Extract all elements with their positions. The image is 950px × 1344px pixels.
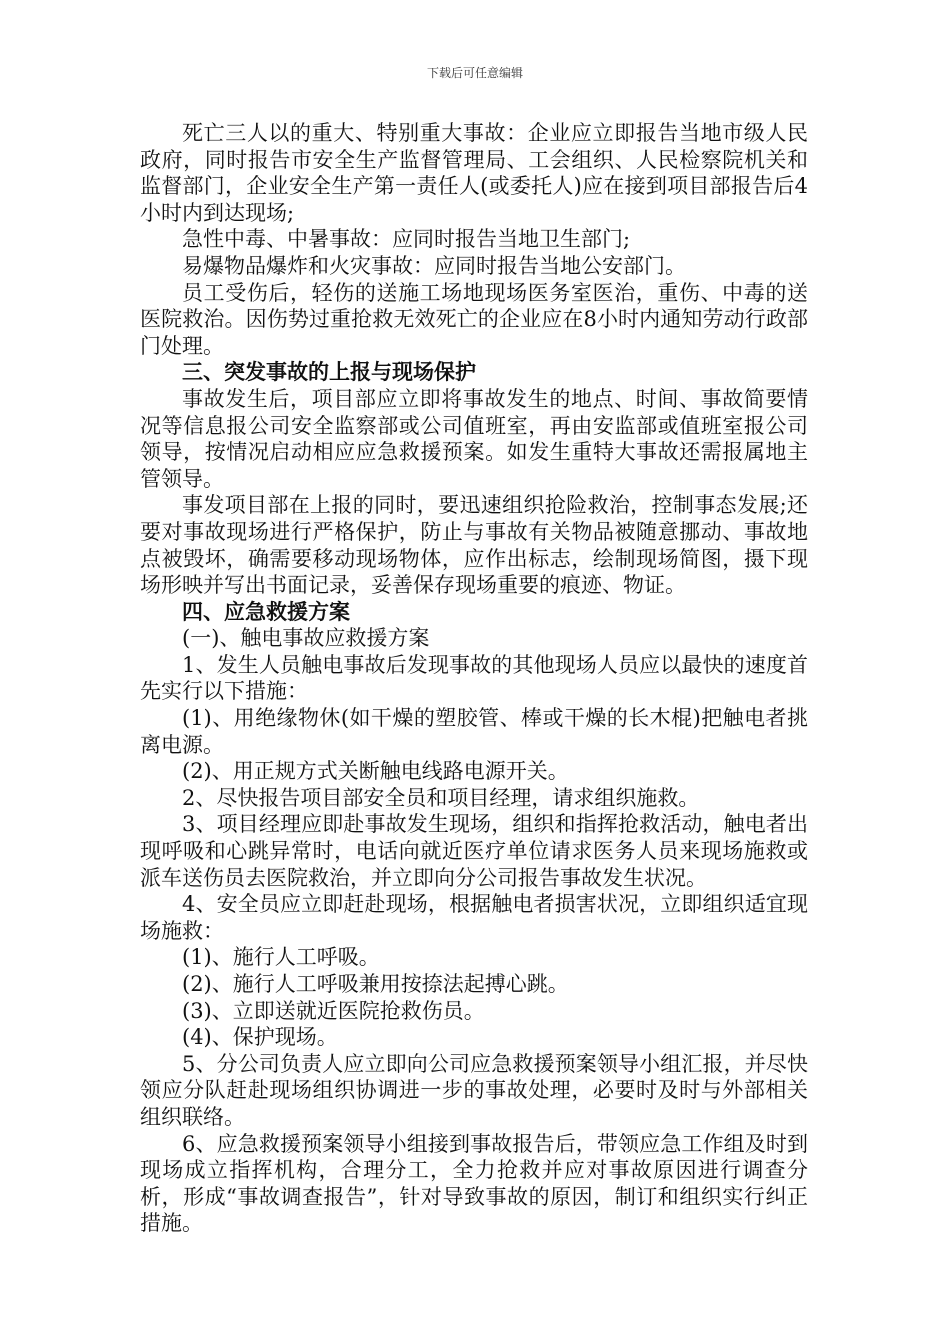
paragraph-explosion-report: 易爆物品爆炸和火灾事故：应同时报告当地公安部门。	[182, 253, 686, 278]
list-item-step-1-1: (1)、用绝缘物休(如干燥的塑胶管、棒或干燥的长木棍)把触电者挑离电源。	[140, 706, 808, 757]
list-item-step-5: 5、分公司负责人应立即向公司应急救援预案领导小组汇报，并尽快领应分队赶赴现场组织协调进一步的事故处理，必要时及时与外部相关组织联络。	[140, 1051, 808, 1129]
section-heading-4: 四、应急救援方案	[182, 598, 350, 624]
section-heading-3: 三、突发事故的上报与现场保护	[182, 359, 476, 385]
list-item-step-4-4: (4)、保护现场。	[182, 1025, 338, 1050]
list-item-step-3: 3、项目经理应即赴事故发生现场，组织和指挥抢救活动，触电者出现呼吸和心跳异常时，电话向就近医疗单位请求医务人员来现场施救或派车送伤员去医院救治，并立即向分公司报告事故发生状况。	[140, 812, 808, 890]
paragraph-poisoning-report: 急性中毒、中暑事故：应同时报告当地卫生部门;	[182, 227, 631, 252]
page-header-note: 下载后可任意编辑	[426, 66, 523, 80]
list-item-step-1: 1、发生人员触电事故后发现事故的其他现场人员应以最快的速度首先实行以下措施：	[140, 652, 808, 704]
list-item-step-4-3: (3)、立即送就近医院抢救伤员。	[182, 998, 485, 1023]
paragraph-accident-reporting: 事故发生后，项目部应立即将事故发生的地点、时间、事故简要情况等信息报公司安全监察部或公司值班室，再由安监部或值班室报公司领导，按情况启动相应应急救援预案。如发生重特大事故还需报属地主管领导。	[140, 386, 808, 491]
paragraph-major-accident-report: 死亡三人以的重大、特别重大事故：企业应立即报告当地市级人民政府，同时报告市安全生产监督管理局、工会组织、人民检察院机关和监督部门，企业安全生产第一责任人(或委托人)应在接到项目部报告后4小时内到达现场;	[140, 121, 808, 225]
document-body	[140, 120, 808, 1237]
paragraph-scene-protection: 事发项目部在上报的同时，要迅速组织抢险救治，控制事态发展;还要对事故现场进行严格保护，防止与事故有关物品被随意挪动、事故地点被毁坏，确需要移动现场物体，应作出标志，绘制现场简图，摄下现场形映并写出书面记录，妥善保存现场重要的痕迹、物证。	[140, 493, 808, 598]
paragraph-injury-treatment: 员工受伤后，轻伤的送施工场地现场医务室医治，重伤、中毒的送医院救治。因伤势过重抢救无效死亡的企业应在8小时内通知劳动行政部门处理。	[140, 280, 808, 358]
list-item-step-6: 6、应急救援预案领导小组接到事故报告后，带领应急工作组及时到现场成立指挥机构，合理分工，全力抢救并应对事故原因进行调查分析，形成“事故调查报告”，针对导致事故的原因，制订和组织实行纠正措施。	[140, 1131, 808, 1236]
list-item-step-4: 4、安全员应立即赶赴现场，根据触电者损害状况，立即组织适宜现场施救：	[140, 892, 808, 943]
list-item-step-1-2: (2)、用正规方式关断触电线路电源开关。	[182, 759, 569, 784]
subheading-electric-shock-plan: (一)、触电事故应救援方案	[182, 626, 430, 651]
list-item-step-4-1: (1)、施行人工呼吸。	[182, 945, 380, 970]
list-item-step-4-2: (2)、施行人工呼吸兼用按捺法起搏心跳。	[182, 972, 569, 996]
list-item-step-2: 2、尽快报告项目部安全员和项目经理，请求组织施救。	[182, 785, 700, 810]
